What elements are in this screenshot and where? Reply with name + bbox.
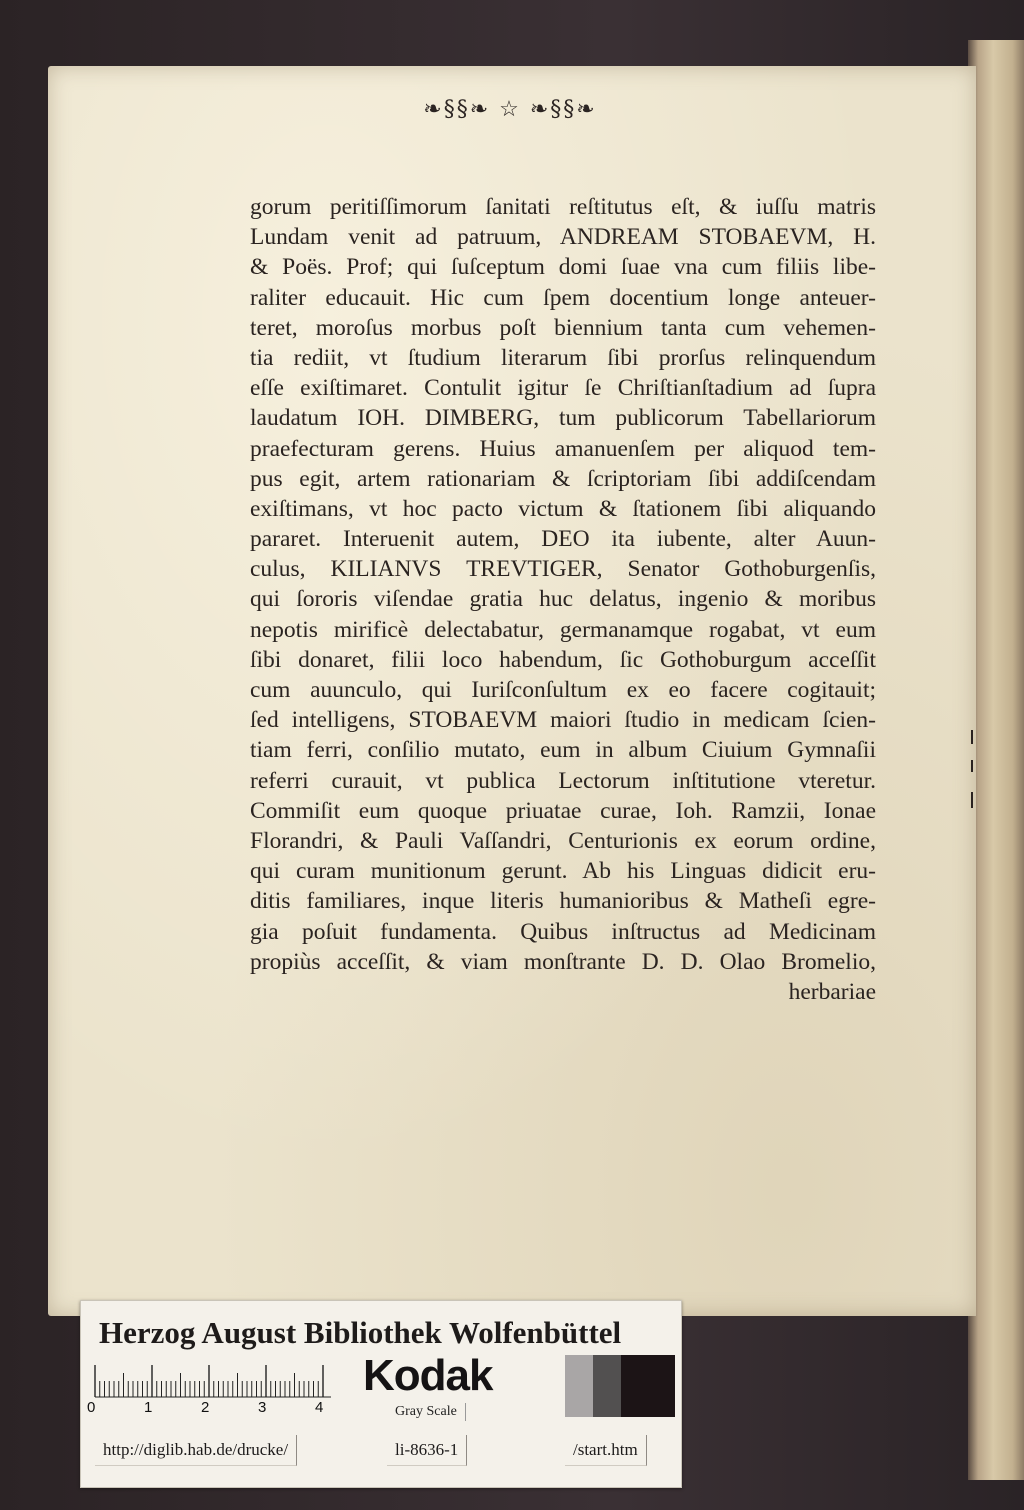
ruler-number: 3 [258,1399,267,1416]
ruler-scale [91,1363,353,1399]
text-line: teret, moroſus morbus poſt biennium tanta cum vehemen- [250,314,876,341]
edge-marks [970,730,974,810]
library-label-card [80,1300,682,1488]
text-line: Florandri, & Pauli Vaſſandri, Centurionis ex eorum ordine, [250,827,876,854]
text-line: Commiſit eum quoque priuatae curae, Ioh. Ramzii, Ionae [250,797,876,824]
url-page-field: /start.htm [565,1435,647,1466]
ruler-number: 1 [144,1399,153,1416]
library-name: Herzog August Bibliothek Wolfenbüttel [99,1315,622,1350]
text-line: Lundam venit ad patruum, ANDREAM STOBAEVM, H. [250,224,876,251]
text-line: referri curauit, vt publica Lectorum inſtitutione vteretur. [250,767,876,794]
gray-scale-label: Gray Scale [387,1403,466,1421]
text-line: ſed intelligens, STOBAEVM maiori ſtudio in medicam ſcien- [250,707,876,734]
text-line: raliter educauit. Hic cum ſpem docentium longe anteuer- [250,284,876,311]
text-line: herbariae [788,978,876,1005]
header-ornament: ❧§§❧ ☆ ❧§§❧ [423,97,597,122]
text-line: gorum peritiſſimorum ſanitati reſtitutus eſt, & iuſſu matris [250,194,876,220]
shelfmark-field: li-8636-1 [387,1435,467,1466]
text-line: gia poſuit fundamenta. Quibus inſtructus ad Medicinam [250,918,876,945]
text-line: culus, KILIANVS TREVTIGER, Senator Gothoburgenſis, [250,556,876,583]
text-line: ditis familiares, inque literis humanioribus & Matheſi egre- [250,888,876,915]
text-line: eſſe exiſtimaret. Contulit igitur ſe Chriſtianſtadium ad ſupra [250,375,876,402]
ruler-number: 4 [315,1399,324,1416]
text-line: qui ſororis viſendae gratia huc delatus, ingenio & moribus [250,586,876,613]
url-base-field: http://diglib.hab.de/drucke/ [95,1435,297,1466]
page-text [250,192,876,1007]
kodak-logo: Kodak [363,1351,493,1400]
text-line: laudatum IOH. DIMBERG, tum publicorum Tabellariorum [250,405,876,432]
ruler-number: 0 [87,1399,96,1416]
gray-swatch-dark [621,1355,675,1417]
book-spine [968,40,1024,1480]
ruler-number: 2 [201,1399,210,1416]
text-line: & Poës. Prof; qui ſuſceptum domi ſuae vna cum filiis libe- [250,254,876,281]
gray-swatch-mid [593,1355,621,1417]
text-line: qui curam munitionum gerunt. Ab his Linguas didicit eru- [250,858,876,885]
text-line: cum auunculo, qui Iuriſconſultum ex eo facere cogitauit; [250,677,876,703]
text-line: tia rediit, vt ſtudium literarum ſibi prorſus relinquendum [250,344,876,371]
text-line: ſibi donaret, filii loco habendum, ſic Gothoburgum acceſſit [250,646,876,673]
text-line: pus egit, artem rationariam & ſcriptoriam ſibi addiſcendam [250,465,876,492]
text-line: nepotis mirificè delectabatur, germanamque rogabat, vt eum [250,616,876,643]
text-line: praefecturam gerens. Huius amanuenſem per aliquod tem- [250,435,876,462]
text-line: propiùs acceſſit, & viam monſtrante D. D. Olao Bromelio, [250,948,876,975]
text-line: exiſtimans, vt hoc pacto victum & ſtationem ſibi aliquando [250,495,876,522]
text-line: pararet. Interuenit autem, DEO ita iubente, alter Auun- [250,526,876,553]
text-line: tiam ferri, conſilio mutato, eum in album Ciuium Gymnaſii [250,737,876,764]
